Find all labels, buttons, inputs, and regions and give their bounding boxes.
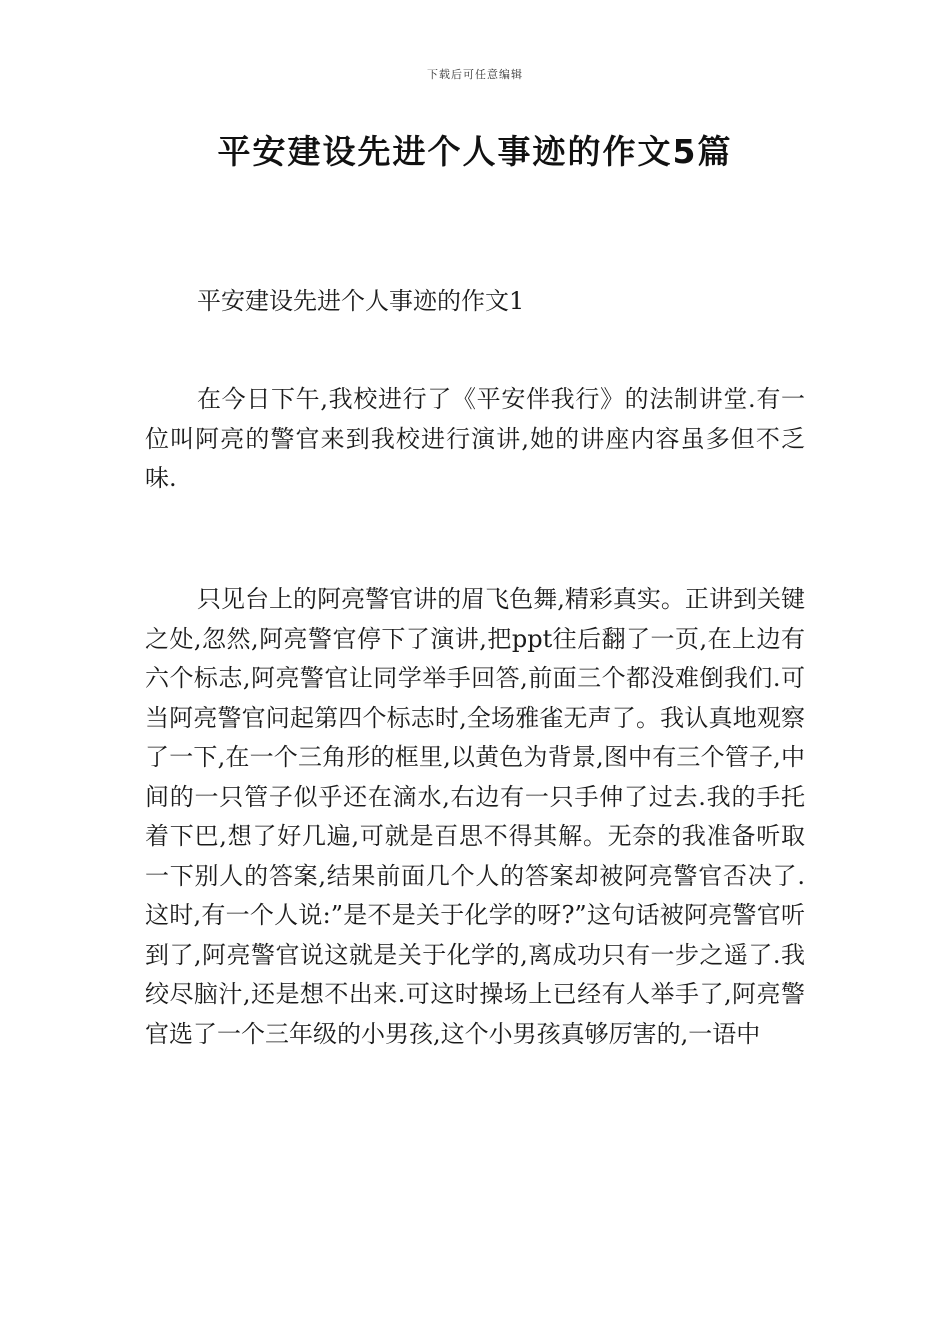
paragraph-1: 在今日下午,我校进行了《平安伴我行》的法制讲堂.有一位叫阿亮的警官来到我校进行演讲,她的讲座内容虽多但不乏味. (145, 385, 805, 492)
document-title: 平安建设先进个人事迹的作文5篇 (217, 132, 733, 171)
section-heading: 平安建设先进个人事迹的作文1 (197, 287, 525, 315)
header-note: 下载后可任意编辑 (427, 68, 523, 81)
paragraph-2: 只见台上的阿亮警官讲的眉飞色舞,精彩真实。正讲到关键之处,忽然,阿亮警官停下了演讲,把ppt往后翻了一页,在上边有六个标志,阿亮警官让同学举手回答,前面三个都没难倒我们.可当阿亮警官问起第四个标志时,全场雅雀无声了。我认真地观察了一下,在一个三角形的框里,以黄色为背景,图中有三个管子,中间的一只管子似乎还在滴水,右边有一只手伸了过去.我的手托着下巴,想了好几遍,可就是百思不得其解。无奈的我准备听取一下别人的答案,结果前面几个人的答案却被阿亮警官否决了.这时,有一个人说:”是不是关于化学的呀?”这句话被阿亮警官听到了,阿亮警官说这就是关于化学的,离成功只有一步之遥了.我绞尽脑汁,还是想不出来.可这时操场上已经有人举手了,阿亮警官选了一个三年级的小男孩,这个小男孩真够厉害的,一语中 (145, 585, 805, 1048)
